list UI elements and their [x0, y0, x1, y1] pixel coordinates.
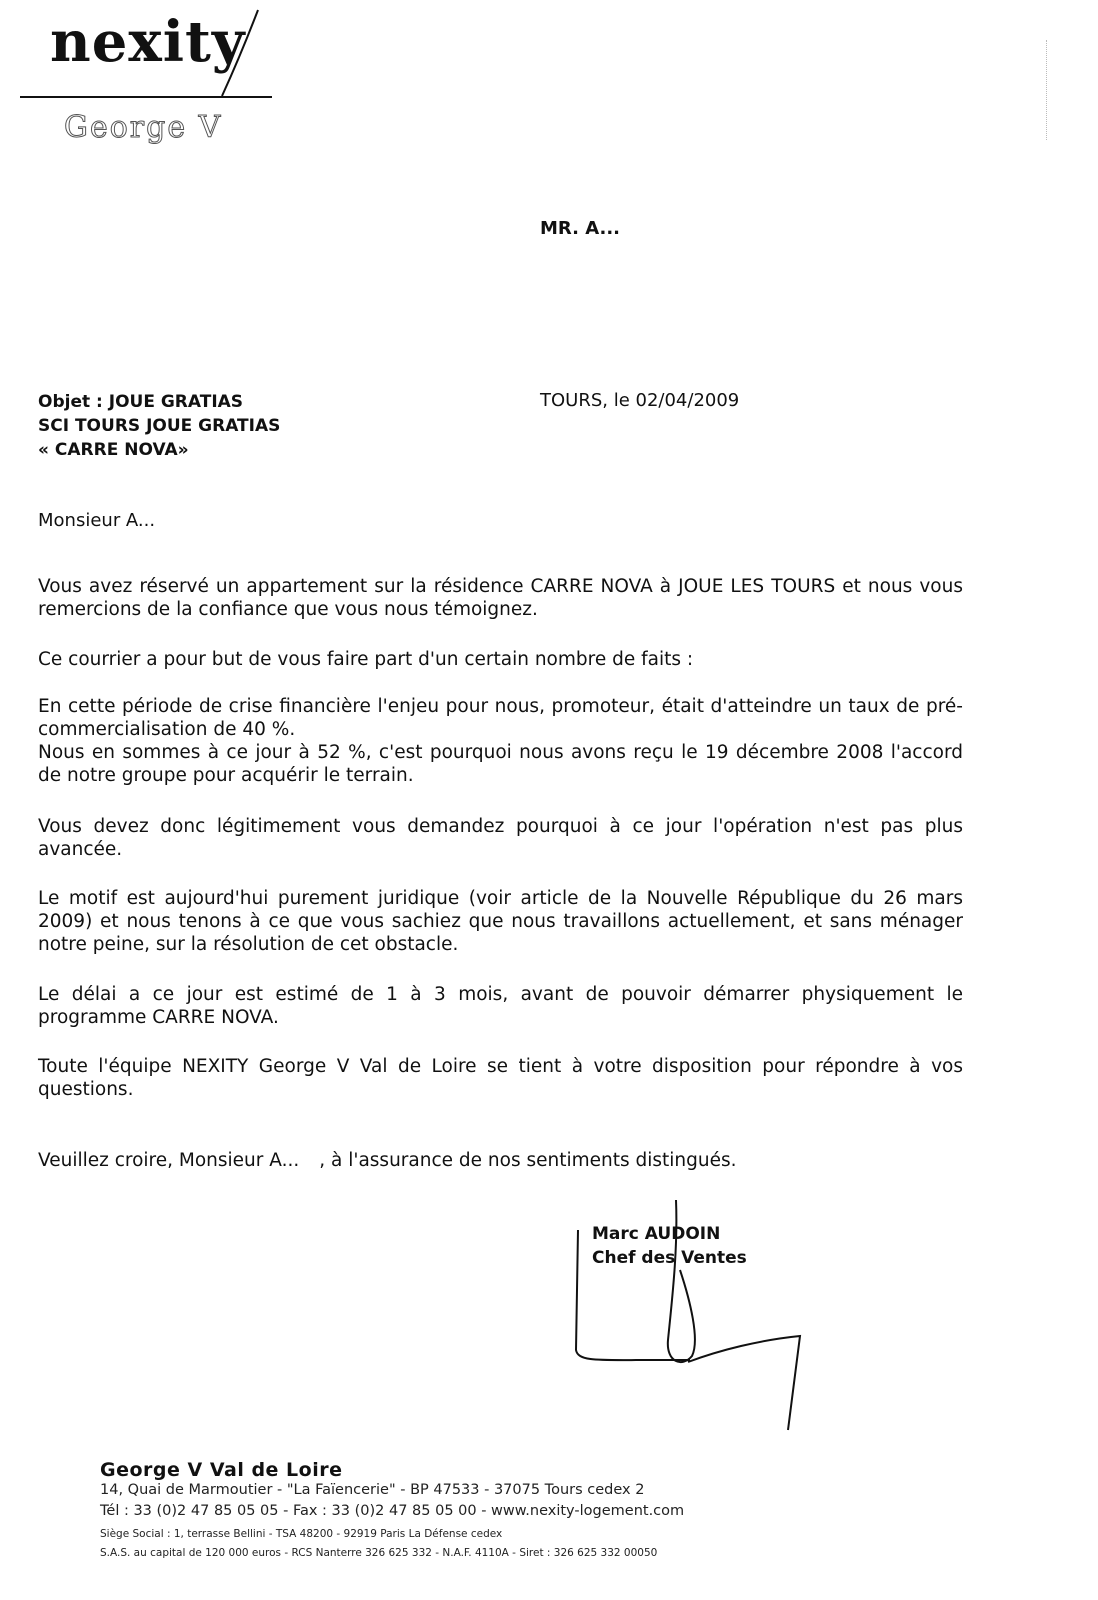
footer-legal: S.A.S. au capital de 120 000 euros - RCS Nanterre 326 625 332 - N.A.F. 4110A - Siret : 326 625 332 00050 — [100, 1547, 658, 1559]
subject-line: SCI TOURS JOUE GRATIAS — [38, 416, 281, 436]
subject-line: « CARRE NOVA» — [38, 440, 189, 460]
george-v-logo: George V — [64, 110, 223, 145]
logo-underline — [20, 96, 272, 98]
body-paragraph: Le délai a ce jour est estimé de 1 à 3 mois, avant de pouvoir démarrer physiquement le programme CARRE NOVA. — [38, 984, 963, 1028]
footer-address: 14, Quai de Marmoutier - "La Faïencerie" - BP 47533 - 37075 Tours cedex 2 — [100, 1482, 645, 1498]
body-paragraph: Vous avez réservé un appartement sur la résidence CARRE NOVA à JOUE LES TOURS et nous vous remercions de la confiance que vous nous témoignez. — [38, 576, 963, 620]
signer-block — [592, 1222, 747, 1270]
body-paragraph: Vous devez donc légitimement vous demandez pourquoi à ce jour l'opération n'est pas plus avancée. — [38, 816, 963, 860]
recipient: MR. A... — [540, 218, 620, 239]
scan-artifact — [1046, 40, 1071, 140]
subject-block — [38, 390, 280, 462]
closing-formula — [38, 1150, 737, 1171]
body-paragraph: Nous en sommes à ce jour à 52 %, c'est pourquoi nous avons reçu le 19 décembre 2008 l'accord de notre groupe pour acquérir le terrain. — [38, 742, 963, 786]
footer-contact: Tél : 33 (0)2 47 85 05 05 - Fax : 33 (0)2 47 85 05 00 - www.nexity-logement.com — [100, 1503, 685, 1519]
body-paragraph: En cette période de crise financière l'enjeu pour nous, promoteur, était d'atteindre un taux de pré-commercialisation de 40 %. — [38, 696, 963, 740]
footer-legal: Siège Social : 1, terrasse Bellini - TSA 48200 - 92919 Paris La Défense cedex — [100, 1528, 503, 1540]
body-paragraph: Toute l'équipe NEXITY George V Val de Loire se tient à votre disposition pour répondre à vos questions. — [38, 1056, 963, 1100]
letter-date: TOURS, le 02/04/2009 — [540, 390, 740, 411]
salutation: Monsieur A... — [38, 510, 156, 531]
body-paragraph: Le motif est aujourd'hui purement juridique (voir article de la Nouvelle République du 26 mars 2009) et nous tenons à ce que vous sachiez que nous travaillons actuellement, et sans ménager notre peine, sur la résolution de cet obstacle. — [38, 888, 963, 955]
subject-line: Objet : JOUE GRATIAS — [38, 392, 244, 412]
signer-name: Marc AUDOIN — [592, 1224, 721, 1244]
closing-part: Veuillez croire, Monsieur A... — [38, 1150, 300, 1171]
footer-company: George V Val de Loire — [100, 1459, 343, 1481]
nexity-logo: nexity — [50, 9, 246, 75]
logo-slash-mark — [200, 6, 280, 106]
closing-part: , à l'assurance de nos sentiments distingués. — [319, 1150, 737, 1171]
signer-title: Chef des Ventes — [592, 1248, 747, 1268]
body-paragraph: Ce courrier a pour but de vous faire part d'un certain nombre de faits : — [38, 649, 694, 670]
